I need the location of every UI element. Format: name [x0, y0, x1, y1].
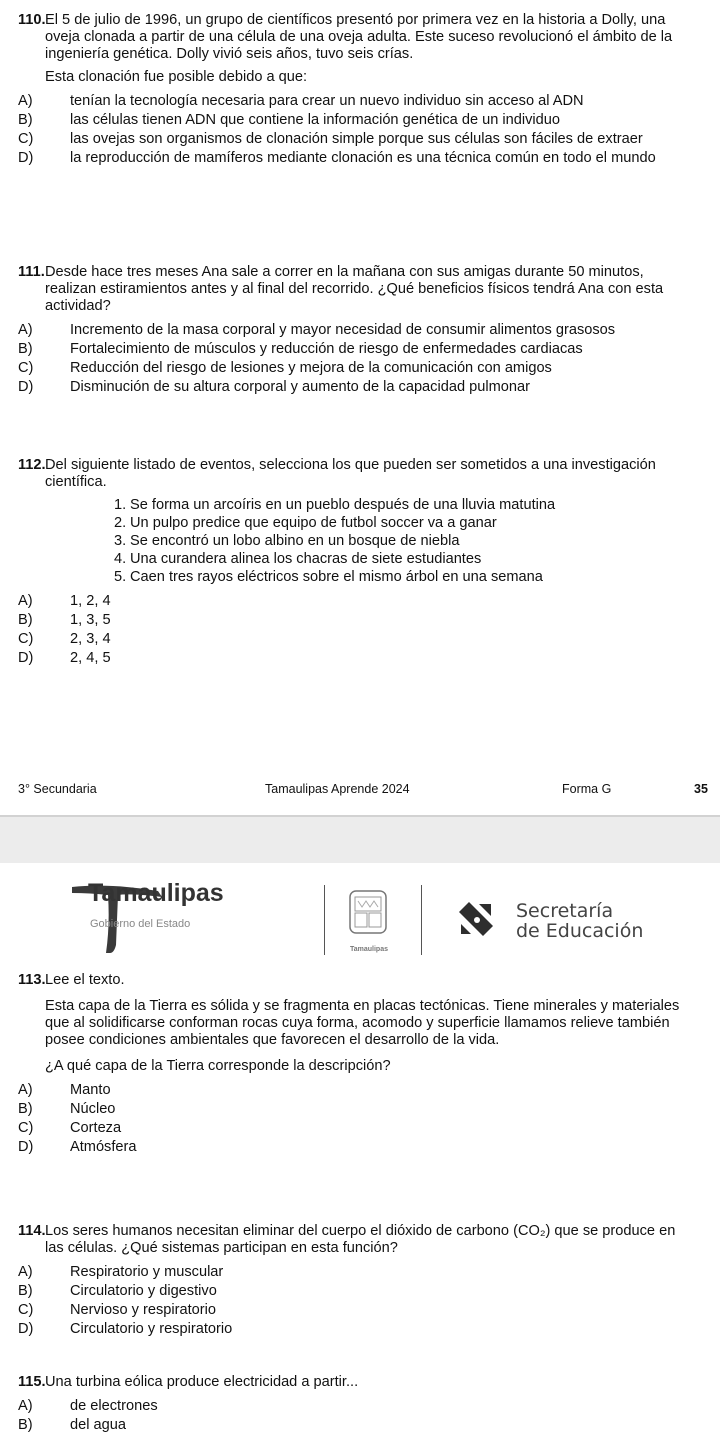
- question-text: Una turbina eólica produce electricidad a partir...: [45, 1374, 359, 1390]
- option-a[interactable]: A) Respiratorio y muscular: [18, 1264, 224, 1280]
- page-header: [0, 863, 720, 961]
- option-d[interactable]: D) 2, 4, 5: [18, 650, 111, 666]
- question-113: [18, 972, 690, 1158]
- question-number: 113.: [18, 972, 46, 988]
- question-text: Lee el texto.: [45, 972, 125, 988]
- option-b[interactable]: B) Circulatorio y digestivo: [18, 1283, 217, 1299]
- list-item: 4. Una curandera alinea los chacras de siete estudiantes: [114, 551, 482, 567]
- list-item: 5. Caen tres rayos eléctricos sobre el mismo árbol en una semana: [114, 569, 543, 585]
- question-text: Del siguiente listado de eventos, selecciona los que pueden ser sometidos a una investigación científica.: [45, 457, 656, 490]
- option-c[interactable]: C) las ovejas son organismos de clonación simple porque sus células son fáciles de extraer: [18, 131, 643, 147]
- seal-caption: Tamaulipas: [350, 946, 388, 953]
- option-a[interactable]: A) Incremento de la masa corporal y mayor necesidad de consumir alimentos grasosos: [18, 322, 616, 338]
- option-b[interactable]: B) Fortalecimiento de músculos y reducción de riesgo de enfermedades cardiacas: [18, 341, 583, 357]
- option-d[interactable]: D) Disminución de su altura corporal y aumento de la capacidad pulmonar: [18, 379, 530, 395]
- question-number: 114.: [18, 1223, 46, 1239]
- secretaria-educacion-icon: [455, 898, 497, 940]
- brand-name: Tamaulipas: [88, 879, 224, 907]
- brand-subtitle: Gobierno del Estado: [90, 918, 191, 930]
- footer-page-number: 35: [694, 782, 708, 796]
- reading-paragraph: Esta capa de la Tierra es sólida y se fragmenta en placas tectónicas. Tiene minerales y materiales que al solidificarse conforman rocas cuya forma, acomodo y superficie llamamos relieve también posee condiciones ambientales que favorecen el desarrollo de la vida.: [45, 998, 680, 1048]
- footer-form: Forma G: [562, 782, 612, 796]
- options-list: [18, 93, 690, 167]
- question-text: Los seres humanos necesitan eliminar del cuerpo el dióxido de carbono (CO₂) que se produce en las células. ¿Qué sistemas participan en esta función?: [45, 1223, 676, 1256]
- option-a[interactable]: A) 1, 2, 4: [18, 593, 111, 609]
- option-b[interactable]: B) Núcleo: [18, 1101, 116, 1117]
- option-c[interactable]: C) Corteza: [18, 1120, 122, 1136]
- option-c[interactable]: C) Reducción del riesgo de lesiones y mejora de la comunicación con amigos: [18, 360, 552, 376]
- footer-exam: Tamaulipas Aprende 2024: [265, 782, 410, 796]
- option-c[interactable]: C) Nervioso y respiratorio: [18, 1302, 216, 1318]
- question-110: [18, 12, 690, 169]
- question-number: 112.: [18, 457, 46, 473]
- options-list: [18, 1264, 690, 1338]
- options-list: [18, 322, 690, 396]
- event-list: [18, 497, 690, 586]
- question-112: [18, 457, 690, 669]
- options-list: [18, 593, 690, 667]
- list-item: 3. Se encontró un lobo albino en un bosque de niebla: [114, 533, 460, 549]
- option-d[interactable]: D) Atmósfera: [18, 1139, 137, 1155]
- list-item: 2. Un pulpo predice que equipo de futbol soccer va a ganar: [114, 515, 497, 531]
- secretaria-text: Secretaría de Educación: [516, 900, 644, 942]
- question-number: 115.: [18, 1374, 46, 1390]
- option-d[interactable]: D) Circulatorio y respiratorio: [18, 1321, 233, 1337]
- question-text: Desde hace tres meses Ana sale a correr en la mañana con sus amigas durante 50 minutos, realizan estiramientos antes y al final del recorrido. ¿Qué beneficios físicos tendrá Ana con esta actividad?: [45, 264, 664, 314]
- page-separator: [0, 815, 720, 863]
- divider: [324, 885, 325, 955]
- options-list: [18, 1398, 690, 1434]
- question-prompt: Esta clonación fue posible debido a que:: [45, 69, 308, 85]
- divider: [421, 885, 422, 955]
- option-c[interactable]: C) 2, 3, 4: [18, 631, 111, 647]
- options-list: [18, 1082, 690, 1156]
- option-a[interactable]: A) Manto: [18, 1082, 111, 1098]
- option-a[interactable]: A) de electrones: [18, 1398, 158, 1414]
- question-number: 111.: [18, 264, 45, 280]
- option-d[interactable]: D) la reproducción de mamíferos mediante clonación es una técnica común en todo el mundo: [18, 150, 656, 166]
- option-b[interactable]: B) del agua: [18, 1417, 126, 1433]
- page-36: [0, 863, 720, 1436]
- question-114: [18, 1223, 690, 1340]
- option-b[interactable]: B) 1, 3, 5: [18, 612, 111, 628]
- question-number: 110.: [18, 12, 46, 28]
- option-a[interactable]: A) tenían la tecnología necesaria para crear un nuevo individuo sin acceso al ADN: [18, 93, 584, 109]
- list-item: 1. Se forma un arcoíris en un pueblo después de una lluvia matutina: [114, 497, 556, 513]
- page-footer: [0, 781, 720, 801]
- footer-grade: 3° Secundaria: [18, 782, 97, 796]
- option-b[interactable]: B) las células tienen ADN que contiene la información genética de un individuo: [18, 112, 561, 128]
- question-111: [18, 264, 690, 398]
- question-115: [18, 1374, 690, 1436]
- question-prompt: ¿A qué capa de la Tierra corresponde la descripción?: [45, 1058, 391, 1074]
- question-text: El 5 de julio de 1996, un grupo de científicos presentó por primera vez en la historia a Dolly, una oveja clonada a partir de una célula de una oveja adulta. Este suceso revolucionó el ámbito de la ingeniería genética. Dolly vivió seis años, tuvo seis crías.: [45, 12, 673, 62]
